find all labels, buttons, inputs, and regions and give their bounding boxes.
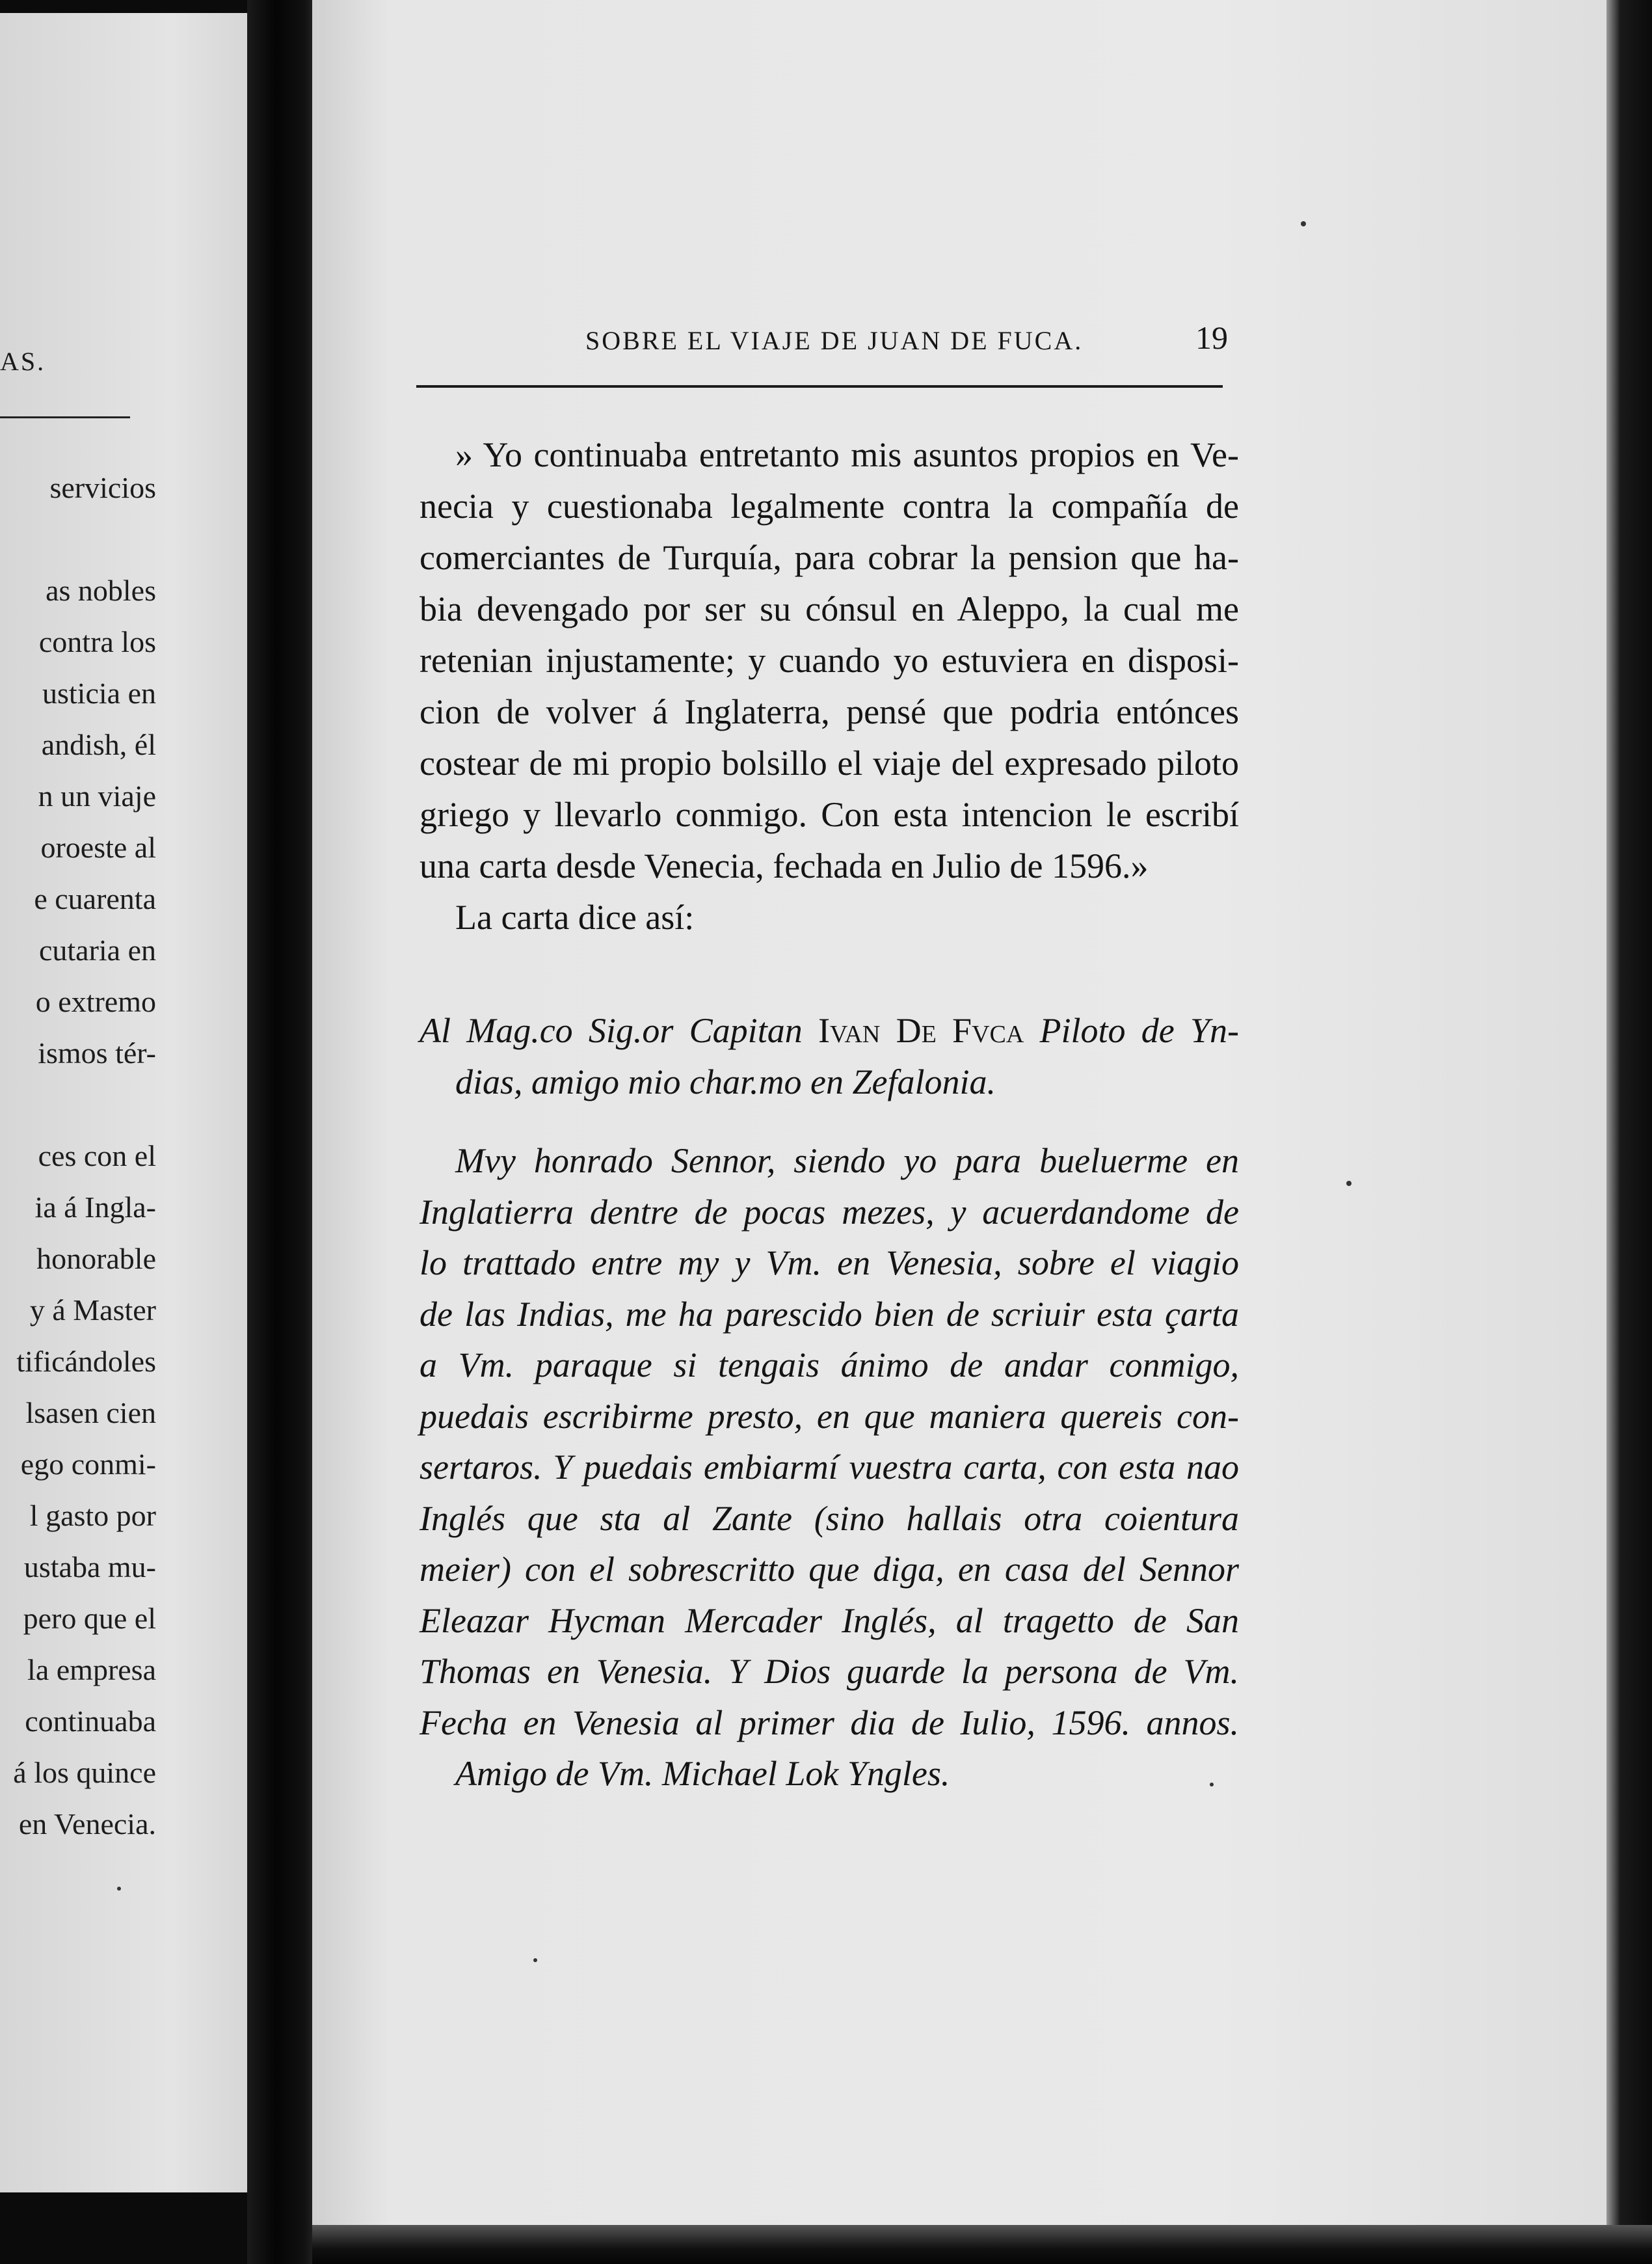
left-line: andish, él [41, 728, 156, 761]
left-line: as nobles [46, 574, 156, 607]
paragraph-line: necia y cuestionaba legalmente contra la compañía de [420, 487, 1239, 526]
paragraph-line: » Yo continuaba entretanto mis asuntos propios en Ve- [455, 435, 1239, 474]
scan-speck [1346, 1181, 1352, 1186]
left-line: continuaba [25, 1705, 156, 1738]
left-line: ismos tér- [38, 1036, 156, 1070]
address-part-1: Al Mag.co Sig.or Capitan [420, 1011, 818, 1050]
left-line: n un viaje [38, 779, 156, 813]
letter-line: Eleazar Hycman Mercader Inglés, al tragetto de San [420, 1600, 1239, 1640]
letter-line: Inglatierra dentre de pocas mezes, y acuerdandome de [420, 1192, 1239, 1232]
address-line-2: dias, amigo mio char.mo en Zefalonia. [455, 1062, 996, 1101]
address-part-2: Piloto de Yn- [1024, 1011, 1239, 1050]
left-line: oroeste al [40, 831, 156, 864]
paragraph-line: retenian injustamente; y cuando yo estuviera en disposi- [420, 641, 1239, 680]
body-paragraph [420, 429, 1239, 943]
page-number: 19 [1195, 319, 1228, 356]
left-line: en Venecia. [18, 1807, 156, 1840]
left-line: e cuarenta [34, 882, 156, 915]
paragraph-line: una carta desde Venecia, fechada en Julio de 1596.» [420, 846, 1149, 885]
letter-line: sertaros. Y puedais embiarmí vuestra carta, con esta nao [420, 1448, 1239, 1487]
left-line: ia á Ingla- [34, 1191, 156, 1224]
left-line: á los quince [13, 1756, 156, 1789]
left-line: la empresa [27, 1653, 156, 1686]
left-line: l gasto por [29, 1499, 156, 1532]
paragraph-line: bia devengado por ser su cónsul en Aleppo, la cual me [420, 589, 1239, 628]
header-rule [416, 385, 1223, 388]
paragraph-line: comerciantes de Turquía, para cobrar la pension que ha- [420, 538, 1239, 577]
left-page [0, 13, 286, 2192]
left-line: servicios [49, 471, 156, 504]
bottom-page-edge [312, 2225, 1652, 2264]
letter-line: Inglés que sta al Zante (sino hallais otra coientura [420, 1498, 1239, 1538]
paragraph-line: cion de volver á Inglaterra, pensé que podria entónces [420, 692, 1239, 731]
scan-speck [533, 1958, 537, 1962]
letter-line: Thomas en Venesia. Y Dios guarde la persona de Vm. [420, 1652, 1239, 1691]
left-line: ustaba mu- [23, 1550, 156, 1583]
left-line: honorable [36, 1242, 156, 1275]
left-line: lsasen cien [25, 1396, 156, 1429]
scan-speck [1301, 221, 1306, 226]
letter-line: de las Indias, me ha parescido bien de scriuir esta çarta [420, 1294, 1239, 1334]
address-line-1 [420, 1005, 1239, 1057]
letter-line: a Vm. paraque si tengais ánimo de andar conmigo, [420, 1345, 1239, 1384]
letter-address [420, 1005, 1239, 1108]
left-line: usticia en [42, 677, 156, 710]
left-line: tificándoles [16, 1345, 156, 1378]
letter-line: meier) con el sobrescritto que diga, en casa del Sennor [420, 1550, 1239, 1589]
letter-line: Fecha en Venesia al primer dia de Iulio, 1596. annos. [420, 1703, 1239, 1742]
left-line: y á Master [29, 1293, 156, 1327]
paragraph-line: costear de mi propio bolsillo el viaje del expresado piloto [420, 744, 1239, 783]
intro-line: La carta dice así: [455, 898, 695, 937]
left-line [0, 1079, 156, 1130]
paragraph-line: griego y llevarlo conmigo. Con esta intencion le escribí [420, 795, 1239, 834]
left-line: ces con el [38, 1139, 156, 1172]
left-header-rule [0, 416, 130, 418]
left-line: cutaria en [38, 934, 156, 967]
left-line: contra los [38, 625, 156, 658]
left-line: ego conmi- [20, 1448, 156, 1481]
left-running-head: AS. [0, 347, 46, 376]
letter-line: Mvy honrado Sennor, siendo yo para bueluerme en [455, 1141, 1239, 1180]
letter-line: lo trattado entre my y Vm. en Venesia, sobre el viagio [420, 1243, 1239, 1282]
scan-speck [1210, 1783, 1214, 1786]
addressee-name: Ivan De Fvca [818, 1011, 1024, 1050]
right-page-edge [1606, 0, 1652, 2264]
left-line: pero que el [23, 1602, 156, 1635]
left-line [0, 513, 156, 565]
left-text-block [0, 462, 156, 1850]
letter-signature: Amigo de Vm. Michael Lok Yngles. [455, 1754, 950, 1793]
binding-gutter [247, 0, 319, 2264]
running-head: SOBRE EL VIAJE DE JUAN DE FUCA. [585, 326, 1084, 355]
scan-speck [117, 1887, 121, 1891]
letter-body [420, 1135, 1239, 1799]
letter-line: puedais escribirme presto, en que maniera quereis con- [420, 1396, 1239, 1436]
left-line: o extremo [35, 985, 156, 1018]
